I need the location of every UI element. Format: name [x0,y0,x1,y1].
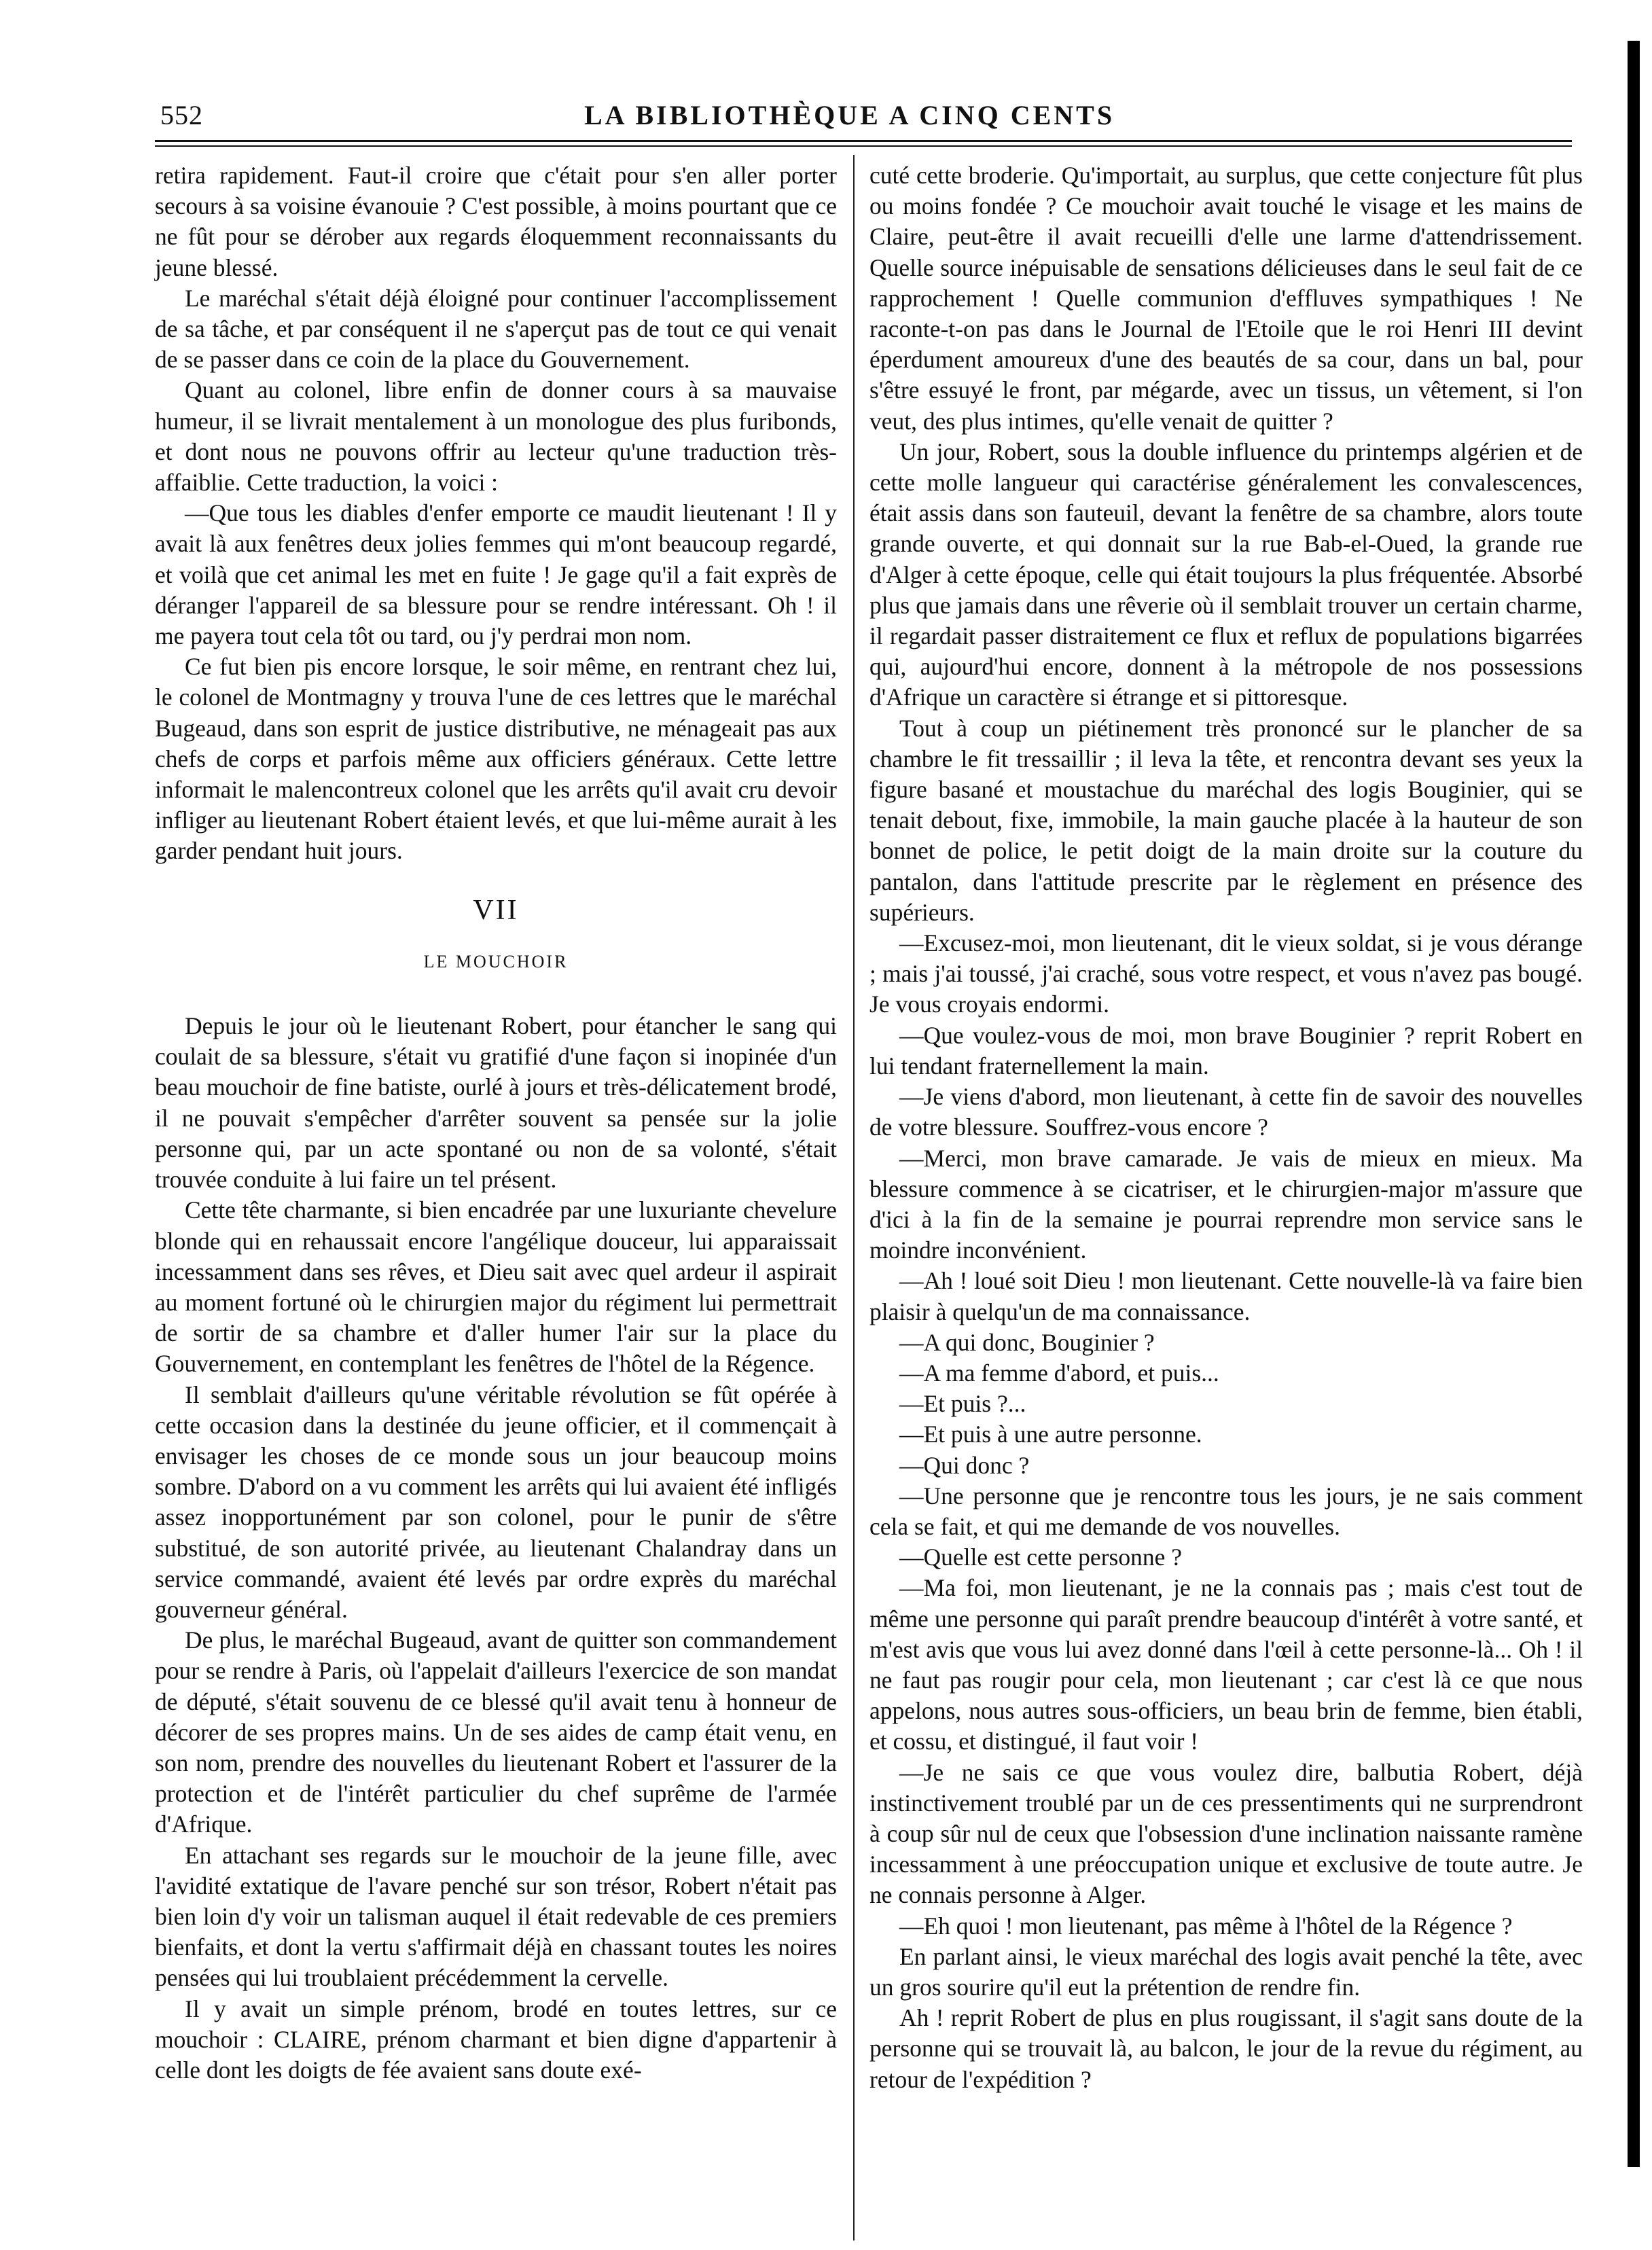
dialogue-line: —Ah ! loué soit Dieu ! mon lieutenant. Cette nouvelle-là va faire bien plaisir à quelqu'un de ma connaissance. [869,1267,1583,1325]
paragraph: Depuis le jour où le lieutenant Robert, pour étancher le sang qui coulait de sa blessure, s'était vu gratifié d'une façon si inopinée d'un beau mouchoir de fine batiste, ourlé à jours et très-délicatement brodé, il ne pouvait s'empêcher d'arrêter souvent sa pensée sur la jolie personne qui, par un acte spontané ou non de sa volonté, s'était trouvée conduite à lui faire un tel présent. [155,1012,837,1194]
paragraph: En parlant ainsi, le vieux maréchal des logis avait penché la tête, avec un gros sourire qu'il eut la prétention de rendre fin. [869,1942,1583,2001]
dialogue-line: —Et puis ?... [899,1390,1026,1418]
paragraph: retira rapidement. Faut-il croire que c'était pour s'en aller porter secours à sa voisine évanouie ? C'est possible, à moins pourtant que ce ne fût pour se dérober aux regards éloquemment reconnaissants du jeune blessé. [155,162,837,281]
header-rule-thin [155,145,1572,147]
paragraph: Il semblait d'ailleurs qu'une véritable révolution se fût opérée à cette occasion dans la destinée du jeune officier, et il commençait à envisager les choses de ce monde sous un jour beaucoup moins sombre. D'abord on a vu comment les arrêts qui lui avaient été infligés assez inopportunément par son colonel, pour le punir de s'être substitué, de son autorité privée, au lieutenant Chalandray dans un service commandé, avaient été levés par ordre exprès du maréchal gouverneur général. [155,1380,837,1623]
paragraph: Tout à coup un piétinement très prononcé sur le plancher de sa chambre le fit tressaillir ; il leva la tête, et rencontra devant ses yeux la figure basané et moustachue du maréchal des logis Bouginier, qui se tenait debout, fixe, immobile, la main gauche placée à la hauteur de son bonnet de police, le petit doigt de la main droite sur la couture du pantalon, dans l'attitude prescrite par le règlement en présence des supérieurs. [869,714,1583,926]
dialogue-line: —Je viens d'abord, mon lieutenant, à cette fin de savoir des nouvelles de votre blessure. Souffrez-vous encore ? [869,1083,1583,1141]
dialogue-line: —Ma foi, mon lieutenant, je ne la connais pas ; mais c'est tout de même une personne qui paraît prendre beaucoup d'intérêt à votre santé, et m'est avis que vous lui avez donné dans l'œil à cette personne-là... Oh ! il ne faut pas rougir pour cela, mon lieutenant ; car c'est là ce que nous appelons, nous autres sous-officiers, un beau brin de femme, bien établi, et cossu, et distingué, il faut voir ! [869,1574,1583,1755]
paragraph: Ah ! reprit Robert de plus en plus rougissant, il s'agit sans doute de la personne qui se trouvait là, au balcon, le jour de la revue du régiment, au retour de l'expédition ? [869,2004,1583,2093]
dialogue-line: —Eh quoi ! mon lieutenant, pas même à l'hôtel de la Régence ? [899,1912,1513,1940]
header-rule [155,140,1572,142]
left-column [155,160,837,2086]
dialogue-line: —Excusez-moi, mon lieutenant, dit le vieux soldat, si je vous dérange ; mais j'ai toussé, j'ai craché, sous votre respect, et vous n'avez pas bougé. Je vous croyais endormi. [869,929,1583,1018]
paragraph: De plus, le maréchal Bugeaud, avant de quitter son commandement pour se rendre à Paris, où l'appelait d'ailleurs l'exercice de son mandat de député, s'était souvenu de ce blessé qu'il avait tenu à honneur de décorer de ses propres mains. Un de ses aides de camp était venu, en son nom, prendre des nouvelles du lieutenant Robert et l'assurer de la protection et de l'intérêt particulier du chef suprême de l'armée d'Afrique. [155,1626,837,1838]
running-head: LA BIBLIOTHÈQUE A CINQ CENTS [584,100,1115,130]
paragraph: Un jour, Robert, sous la double influence du printemps algérien et de cette molle langueur qui caractérise généralement les convalescences, était assis dans son fauteuil, devant la fenêtre de sa chambre, alors toute grande ouverte, et qui donnait sur la rue Bab-el-Oued, la grande rue d'Alger à cette époque, celle qui était toujours la plus fréquentée. Absorbé plus que jamais dans une rêverie où il semblait trouver un certain charme, il regardait passer distraitement ce flux et reflux de populations bigarrées qui, aujourd'hui encore, donnent à la métropole de nos possessions d'Afrique un caractère si étrange et si pittoresque. [869,438,1583,711]
paragraph: cuté cette broderie. Qu'importait, au surplus, que cette conjecture fût plus ou moins fondée ? Ce mouchoir avait touché le visage et les mains de Claire, peut-être il avait recueilli d'elle une larme d'attendrissement. Quelle source inépuisable de sensations délicieuses dans le seul fait de ce rapprochement ! Quelle communion d'effluves sympathiques ! Ne raconte-t-on pas dans le Journal de l'Etoile que le roi Henri III devint éperdument amoureux d'une des beautés de sa cour, dans un bal, pour s'être essuyé le front, par mégarde, avec un tissus, un vêtement, si l'on veut, des plus intimes, qu'elle venait de quitter ? [869,162,1583,435]
paragraph: Il y avait un simple prénom, brodé en toutes lettres, sur ce mouchoir : CLAIRE, prénom charmant et bien digne d'appartenir à celle dont les doigts de fée avaient sans doute exé- [155,1995,837,2084]
paragraph: Le maréchal s'était déjà éloigné pour continuer l'accomplissement de sa tâche, et par conséquent il ne s'aperçut pas de tout ce qui venait de se passer dans ce coin de la place du Gouvernement. [155,284,837,374]
paragraph: —Que tous les diables d'enfer emporte ce maudit lieutenant ! Il y avait là aux fenêtres deux jolies femmes qui m'ont beaucoup regardé, et voilà que cet animal les met en fuite ! Je gage qu'il a fait exprès de déranger l'appareil de sa blessure pour se rendre intéressant. Oh ! il me payera tout cela tôt ou tard, ou j'y perdrai mon nom. [155,499,837,650]
dialogue-line: —Que voulez-vous de moi, mon brave Bouginier ? reprit Robert en lui tendant fraternellement la main. [869,1021,1583,1079]
paragraph: Quant au colonel, libre enfin de donner cours à sa mauvaise humeur, il se livrait mentalement à un monologue des plus furibonds, et dont nous ne pouvons offrir au lecteur qu'une traduction très-affaiblie. Cette traduction, la voici : [155,376,837,497]
column-separator [853,155,855,2240]
dialogue-line: —Une personne que je rencontre tous les jours, je ne sais comment cela se fait, et qui me demande de vos nouvelles. [869,1482,1583,1540]
dialogue-line: —Qui donc ? [899,1451,1030,1479]
paragraph: En attachant ses regards sur le mouchoir de la jeune fille, avec l'avidité extatique de l'avare penché sur son trésor, Robert n'était pas bien loin d'y voir un talisman auquel il était redevable de ces premiers bienfaits, et dont la vertu s'affirmait déjà en chassant toutes les noires pensées qui lui troublaient précédemment la cervelle. [155,1841,837,1992]
paragraph: Cette tête charmante, si bien encadrée par une luxuriante chevelure blonde qui en rehaussait encore l'angélique douceur, lui apparaissait incessamment dans ses rêves, et Dieu sait avec quel ardeur il aspirait au moment fortuné où le chirurgien major du régiment lui permettrait de sortir de sa chambre et d'aller humer l'air sur la place du Gouvernement, en contemplant les fenêtres de l'hôtel de la Régence. [155,1196,837,1378]
scan-edge-bar [1628,41,1640,2167]
chapter-title: LE MOUCHOIR [423,951,569,971]
dialogue-line: —A qui donc, Bouginier ? [899,1328,1155,1356]
page-number: 552 [160,100,203,130]
dialogue-line: —Et puis à une autre personne. [899,1421,1202,1448]
paragraph: Ce fut bien pis encore lorsque, le soir même, en rentrant chez lui, le colonel de Montmagny y trouva l'une de ces lettres que le maréchal Bugeaud, dans son esprit de justice distributive, ne ménageait pas aux chefs de corps et parfois même aux officiers généraux. Cette lettre informait le malencontreux colonel que les arrêts qu'il avait cru devoir infliger au lieutenant Robert étaient levés, et que lui-même aurait à les garder pendant huit jours. [155,653,837,865]
dialogue-line: —A ma femme d'abord, et puis... [899,1359,1219,1387]
dialogue-line: —Je ne sais ce que vous voulez dire, balbutia Robert, déjà instinctivement troublé par un de ces pressentiments qui ne surprendront à coup sûr nul de ceux que l'obsession d'une inclination naissante ramène incessamment à une préoccupation unique et exclusive de toute autre. Je ne connais personne à Alger. [869,1758,1583,1909]
chapter-number: VII [473,894,519,926]
dialogue-line: —Quelle est cette personne ? [899,1543,1182,1571]
dialogue-line: —Merci, mon brave camarade. Je vais de mieux en mieux. Ma blessure commence à se cicatriser, et le chirurgien-major m'assure que d'ici à la fin de la semaine je pourrai reprendre mon service sans le moindre inconvénient. [869,1144,1583,1264]
right-column [869,160,1583,2095]
